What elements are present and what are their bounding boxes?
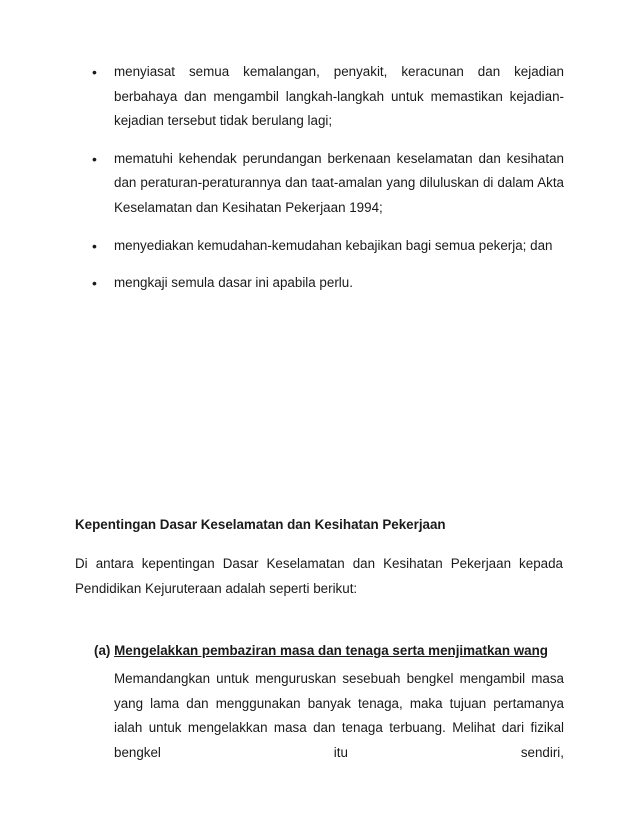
subsection-body-paragraph: Memandangkan untuk menguruskan sesebuah bengkel mengambil masa yang lama dan menggunakan banyak tenaga, maka tujuan pertamanya ialah untuk mengelakkan masa dan tenaga terbuang. Melihat dari fizikal bengkel itu sendiri, [114, 671, 564, 760]
bullet-icon: • [92, 64, 97, 80]
bullet-icon: • [92, 275, 97, 292]
bullet-icon: • [92, 237, 97, 254]
list-item [0, 271, 638, 296]
section-heading: Kepentingan Dasar Keselamatan dan Kesihatan Pekerjaan [75, 517, 446, 532]
bullet-text: menyediakan kemudahan-kemudahan kebajikan bagi semua pekerja; dan [114, 237, 553, 253]
policy-bullet-list [0, 60, 638, 309]
bullet-text: mengkaji semula dasar ini apabila perlu. [114, 275, 353, 291]
bullet-text: menyiasat semua kemalangan, penyakit, keracunan dan kejadian berbahaya dan mengambil langkah-langkah untuk memastikan kejadian-kejadian tersebut tidak berulang lagi; [114, 64, 564, 129]
bullet-icon: • [92, 150, 97, 167]
section-intro-paragraph: Di antara kepentingan Dasar Keselamatan dan Kesihatan Pekerjaan kepada Pendidikan Kejuruteraan adalah seperti berikut: [75, 556, 563, 596]
list-item [0, 60, 638, 134]
bullet-text: mematuhi kehendak perundangan berkenaan keselamatan dan kesihatan dan peraturan-peraturannya dan taat-amalan yang diluluskan di dalam Akta Keselamatan dan Kesihatan Pekerjaan 1994; [114, 150, 564, 215]
subsection-heading [94, 640, 564, 662]
subsection-marker: (a) [94, 643, 111, 658]
list-item [0, 234, 638, 259]
list-item [0, 147, 638, 221]
subsection-title: Mengelakkan pembaziran masa dan tenaga serta menjimatkan wang [114, 643, 548, 658]
